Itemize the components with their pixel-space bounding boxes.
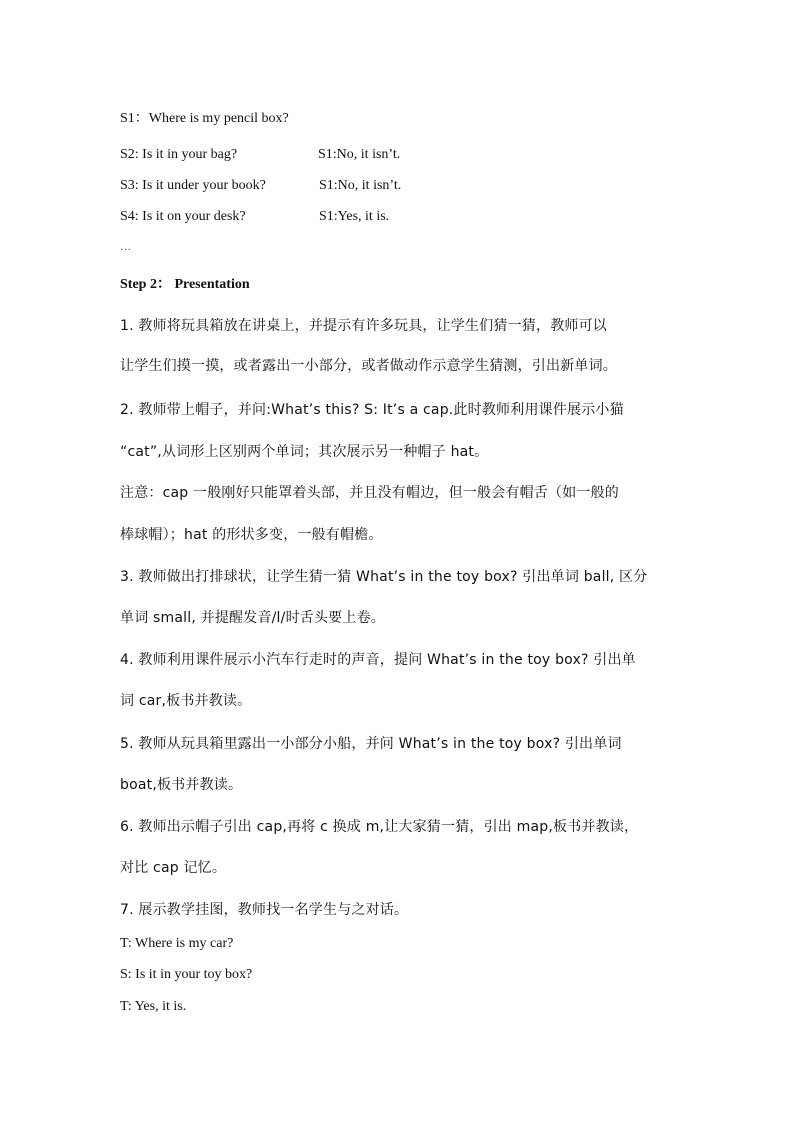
- dialogue-answer: S1:Yes, it is.: [319, 209, 390, 224]
- dialogue-line: S3: Is it under your book?: [120, 178, 266, 193]
- paragraph-line: 4. 教师利用课件展示小汽车行走时的声音，提问 What’s in the toy box? 引出单: [120, 652, 636, 668]
- dialogue-line: S2: Is it in your bag?: [120, 147, 238, 162]
- paragraph-line: 词 car,板书并教读。: [120, 693, 252, 709]
- dialogue-answer: S1:No, it isn’t.: [318, 147, 401, 162]
- paragraph-line: 5. 教师从玩具箱里露出一小部分小船，并问 What’s in the toy box? 引出单词: [120, 736, 622, 752]
- ellipsis: …: [120, 241, 132, 253]
- paragraph-line: 让学生们摸一摸，或者露出一小部分，或者做动作示意学生猜测，引出新单词。: [120, 358, 617, 374]
- paragraph-line: 6. 教师出示帽子引出 cap,再将 c 换成 m,让大家猜一猜，引出 map,板书并教读，: [120, 819, 639, 835]
- dialogue-line: T: Where is my car?: [120, 936, 234, 951]
- dialogue-line: T: Yes, it is.: [120, 999, 187, 1014]
- paragraph-line: 对比 cap 记忆。: [120, 860, 227, 876]
- paragraph-line: 单词 small, 并提醒发音/l/时舌头要上卷。: [120, 610, 385, 626]
- dialogue-line: S1：Where is my pencil box?: [120, 111, 289, 126]
- paragraph-line: “cat”,从词形上区别两个单词；其次展示另一种帽子 hat。: [120, 444, 489, 460]
- note-line: 棒球帽）；hat 的形状多变，一般有帽檐。: [120, 527, 383, 543]
- dialogue-answer: S1:No, it isn’t.: [319, 178, 402, 193]
- paragraph-line: boat,板书并教读。: [120, 777, 243, 793]
- paragraph-line: 3. 教师做出打排球状，让学生猜一猜 What’s in the toy box? 引出单词 ball, 区分: [120, 569, 648, 585]
- paragraph-line: 7. 展示教学挂图，教师找一名学生与之对话。: [120, 902, 409, 918]
- note-line: 注意：cap 一般刚好只能罩着头部，并且没有帽边，但一般会有帽舌（如一般的: [120, 485, 620, 501]
- paragraph-line: 1. 教师将玩具箱放在讲桌上，并提示有许多玩具，让学生们猜一猜，教师可以: [120, 318, 608, 334]
- dialogue-line: S4: Is it on your desk?: [120, 209, 246, 224]
- step-heading: Step 2： Presentation: [120, 277, 250, 292]
- paragraph-line: 2. 教师带上帽子，并问:What’s this? S: It’s a cap.此时教师利用课件展示小猫: [120, 402, 624, 418]
- dialogue-line: S: Is it in your toy box?: [120, 967, 253, 982]
